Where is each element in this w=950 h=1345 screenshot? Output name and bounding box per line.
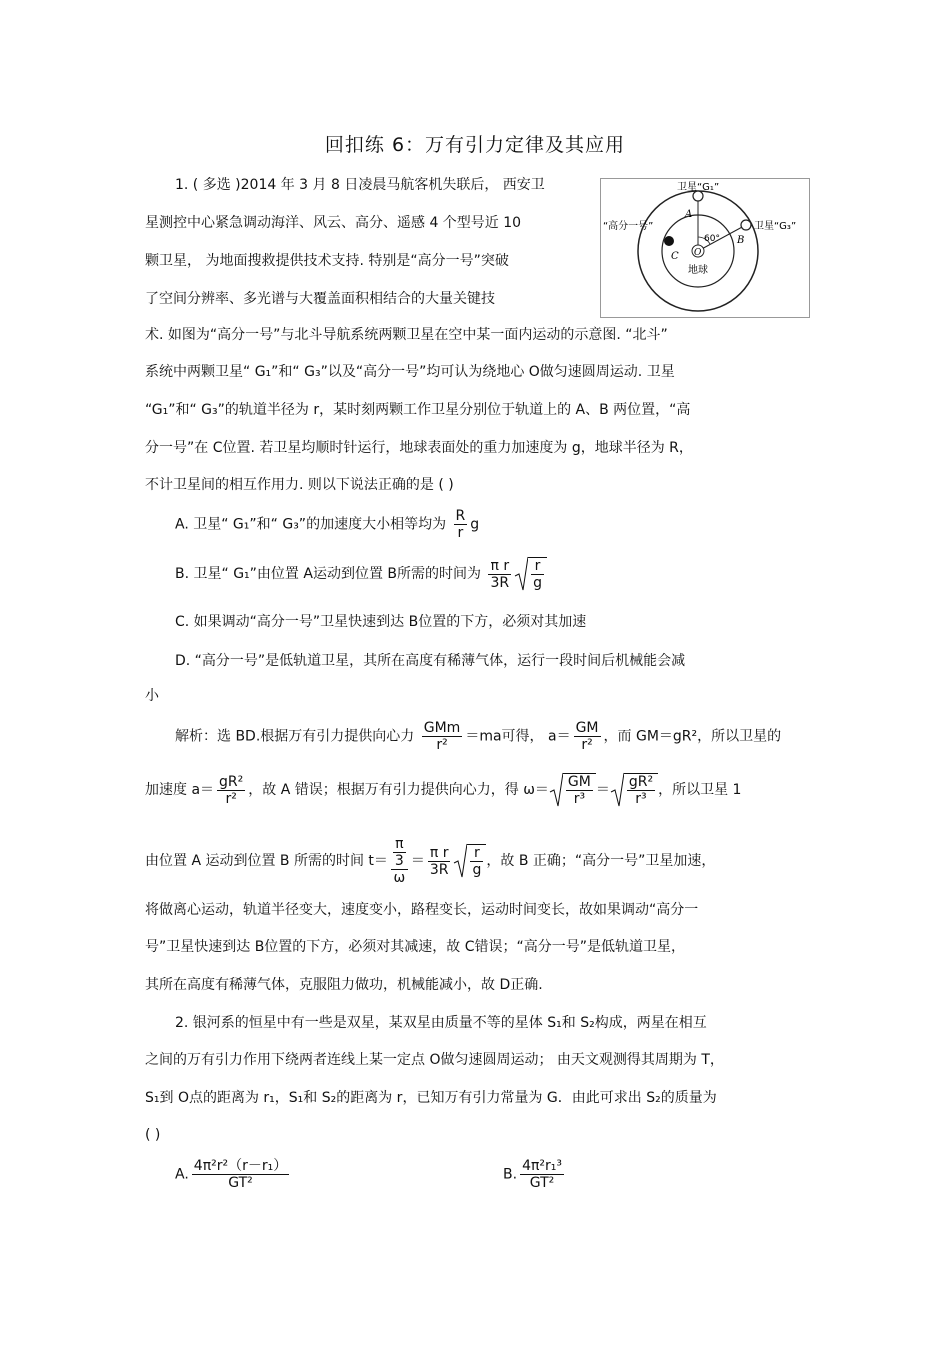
option-a-text: A. 卫星“ G₁”和“ G₃”的加速度大小相等均为 bbox=[175, 516, 447, 533]
option-b-sqrt: $\frac{r}{g}$ bbox=[514, 556, 547, 592]
q1-line7: “G₁”和“ G₃”的轨道半径为 r，某时刻两颗工作卫星分别位于轨道上的 A、B 两位置，“高 bbox=[145, 402, 691, 418]
option-a-fraction: $\frac{R}{r}$ bbox=[455, 508, 466, 541]
option-b-fraction: $\frac{\text{π r}}{3R}$ bbox=[490, 557, 510, 591]
q1-option-b bbox=[175, 556, 547, 592]
satellite-b bbox=[741, 220, 751, 230]
solution-line4: 将做离心运动，轨道半径变大，速度变小，路程变长，运动时间变长，故如果调动“高分一 bbox=[145, 902, 699, 918]
q1-line1: 1. ( 多选 )2014 年 3 月 8 日凌晨马航客机失联后， 西安卫 bbox=[175, 177, 545, 193]
q1-option-a: A. 卫星“ G₁”和“ G₃”的加速度大小相等均为 $\frac{R}{r}$ g bbox=[175, 508, 480, 541]
q1-line4: 了空间分辨率、多光谱与大覆盖面积相结合的大量关键技 bbox=[145, 291, 495, 307]
q2-line1: 2. 银河系的恒星中有一些是双星，某双星由质量不等的星体 S₁和 S₂构成，两星在相互 bbox=[175, 1015, 707, 1031]
q2-option-b: B. $\frac{\text{4π²r₁³}}{\text{GT²}}$ bbox=[503, 1158, 562, 1191]
option-b-text: B. 卫星“ G₁”由位置 A运动到位置 B所需的时间为 bbox=[175, 566, 482, 582]
solution-line2: 加速度 a＝ $\frac{\text{gR²}}{\text{r²}}$ ，故 A 错误；根据万有引力提供向心力，得 ω＝ $\frac{GM}{\text{r³}}$ ＝ $\frac{\text{gR²}}{\text{r³}}$ ，所以卫星 1 bbox=[145, 773, 742, 807]
label-earth: 地球 bbox=[688, 265, 708, 276]
solution-line3: 由位置 A 运动到位置 B 所需的时间 t＝ $\frac{\frac{\pi}{3}}{\omega}$ ＝ $\frac{\text{π r}}{3R}$ $\frac{r}{g}$ ，故 B 正确；“高分一号”卫星加速， bbox=[145, 836, 716, 886]
q2-option-a: A. $\frac{\text{4π²r²（r－r₁）}}{\text{GT²}}$ bbox=[175, 1158, 288, 1191]
orbit-figure bbox=[600, 178, 810, 318]
label-gf: “高分一号” bbox=[603, 221, 654, 232]
q1-line9: 不计卫星间的相互作用力. 则以下说法正确的是 ( ) bbox=[145, 477, 454, 493]
label-angle: 60° bbox=[704, 234, 720, 244]
q2-line2: 之间的万有引力作用下绕两者连线上某一定点 O做匀速圆周运动； 由天文观测得其周期为 T， bbox=[145, 1052, 724, 1068]
q1-line6: 系统中两颗卫星“ G₁”和“ G₃”以及“高分一号”均可认为绕地心 O做匀速圆周运动. 卫星 bbox=[145, 364, 675, 380]
label-c: C bbox=[671, 251, 679, 262]
q1-option-d-cont: 小 bbox=[145, 688, 159, 704]
q1-line8: 分一号”在 C位置. 若卫星均顺时针运行，地球表面处的重力加速度为 g，地球半径为 R， bbox=[145, 440, 693, 456]
label-b: B bbox=[737, 235, 745, 246]
solution-line5: 号”卫星快速到达 B位置的下方，必须对其减速，故 C错误；“高分一号”是低轨道卫星， bbox=[145, 939, 686, 955]
label-sat3: 卫星“G₃” bbox=[754, 221, 797, 232]
q1-line2: 星测控中心紧急调动海洋、风云、高分、遥感 4 个型号近 10 bbox=[145, 215, 522, 231]
solution-line6: 其所在高度有稀薄气体，克服阻力做功，机械能减小，故 D正确. bbox=[145, 977, 543, 993]
q1-line3: 颗卫星， 为地面搜救提供技术支持. 特别是“高分一号”突破 bbox=[145, 253, 509, 269]
page-title: 回扣练 6：万有引力定律及其应用 bbox=[324, 134, 626, 156]
q1-line5: 术. 如图为“高分一号”与北斗导航系统两颗卫星在空中某一面内运动的示意图. “北斗” bbox=[145, 327, 668, 343]
label-a: A bbox=[685, 209, 693, 220]
q2-line4: ( ) bbox=[145, 1127, 161, 1143]
label-sat1: 卫星“G₁” bbox=[677, 182, 720, 193]
satellite-c bbox=[664, 236, 674, 246]
label-o: O bbox=[694, 248, 702, 258]
q1-option-c: C. 如果调动“高分一号”卫星快速到达 B位置的下方，必须对其加速 bbox=[175, 614, 587, 630]
q1-option-d: D. “高分一号”是低轨道卫星，其所在高度有稀薄气体，运行一段时间后机械能会减 bbox=[175, 653, 686, 669]
solution-line1: 解析：选 BD.根据万有引力提供向心力 $\frac{\text{GMm}}{\text{r²}}$ ＝ma可得， a＝ $\frac{GM}{\text{r²}}$ ，而 GM＝gR²，所以卫星的 bbox=[175, 720, 782, 753]
q2-line3: S₁到 O点的距离为 r₁，S₁和 S₂的距离为 r，已知万有引力常量为 G．由此可求出 S₂的质量为 bbox=[145, 1090, 717, 1106]
